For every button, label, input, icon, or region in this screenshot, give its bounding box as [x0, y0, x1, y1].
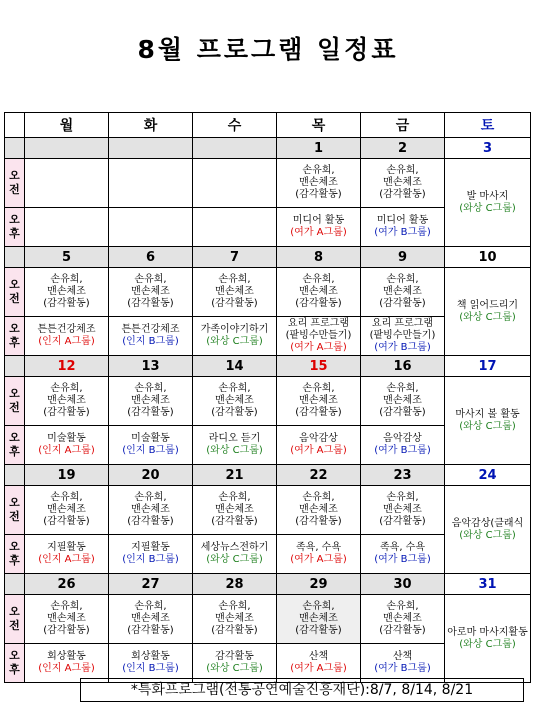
cell-text: (감각활동) [295, 625, 342, 636]
cell-text: 손유희, [50, 274, 83, 285]
am-row [5, 377, 531, 426]
am-activity-cell [277, 159, 361, 208]
am-label [5, 595, 25, 644]
cell-text: (감각활동) [211, 407, 258, 418]
pm-label-char: 오 [9, 322, 20, 335]
cell-text: (감각활동) [211, 625, 258, 636]
date-row-corner [5, 356, 25, 377]
pm-label-char: 후 [9, 445, 20, 458]
am-activity-cell [25, 268, 109, 317]
am-activity-cell [193, 159, 277, 208]
date-cell: 22 [277, 465, 361, 486]
pm-label [5, 535, 25, 574]
pm-label-char: 후 [9, 336, 20, 349]
date-cell: 14 [193, 356, 277, 377]
am-activity-cell [361, 159, 445, 208]
cell-text: (여가 A그룹) [290, 445, 347, 456]
cell-text: 족욕, 수욕 [380, 542, 425, 553]
pm-activity-cell [361, 426, 445, 465]
cell-text: 맨손체조 [383, 395, 422, 406]
cell-text: 손유희, [218, 274, 251, 285]
am-activity-cell [193, 486, 277, 535]
cell-text: (감각활동) [127, 298, 174, 309]
cell-text: 손유희, [302, 383, 335, 394]
cell-text: 손유희, [386, 601, 419, 612]
cell-text: 지필활동 [131, 542, 170, 553]
cell-text: 손유희, [134, 383, 167, 394]
date-cell: 19 [25, 465, 109, 486]
pm-label-char: 오 [9, 431, 20, 444]
cell-text: (인지 A그룹) [38, 554, 95, 565]
am-label-char: 전 [9, 401, 20, 414]
cell-text: 맨손체조 [47, 395, 86, 406]
am-activity-cell [109, 268, 193, 317]
pm-activity-cell [109, 644, 193, 683]
cell-text: 미술활동 [47, 433, 86, 444]
corner-cell [5, 113, 25, 138]
cell-text: (와상 C그룹) [206, 554, 263, 565]
cell-text: (와상 C그룹) [206, 663, 263, 674]
cell-text: (와상 C그룹) [459, 311, 516, 323]
date-cell: 12 [25, 356, 109, 377]
cell-text: 족욕, 수욕 [296, 542, 341, 553]
cell-text: 맨손체조 [47, 286, 86, 297]
cell-text: 맨손체조 [299, 504, 338, 515]
pm-activity-cell [25, 317, 109, 356]
pm-label [5, 644, 25, 683]
schedule-table [4, 112, 531, 683]
pm-activity-cell [25, 535, 109, 574]
am-row [5, 486, 531, 535]
weekday-header: 월 [25, 113, 109, 138]
cell-text: 맨손체조 [215, 613, 254, 624]
pm-label-char: 오 [9, 540, 20, 553]
date-cell: 1 [277, 138, 361, 159]
cell-text: 발 마사지 [466, 190, 509, 202]
cell-text: 손유희, [302, 165, 335, 176]
pm-label-char: 오 [9, 213, 20, 226]
page-title: 8월 프로그램 일정표 [137, 35, 399, 64]
cell-text: (인지 A그룹) [38, 445, 95, 456]
date-cell: 24 [445, 465, 531, 486]
cell-text: (와상 C그룹) [459, 420, 516, 432]
cell-text: (여가 B그룹) [374, 445, 431, 456]
cell-text: (감각활동) [43, 298, 90, 309]
date-row [5, 356, 531, 377]
cell-text: 맨손체조 [383, 177, 422, 188]
am-activity-cell [361, 377, 445, 426]
pm-activity-cell [361, 317, 445, 356]
cell-text: 맨손체조 [383, 286, 422, 297]
cell-text: (감각활동) [295, 189, 342, 200]
cell-text: 요리 프로그램 [371, 318, 434, 329]
cell-text: (감각활동) [211, 298, 258, 309]
am-label-char: 전 [9, 183, 20, 196]
cell-text: (감각활동) [127, 516, 174, 527]
pm-activity-cell [193, 426, 277, 465]
cell-text: 라디오 듣기 [208, 433, 261, 444]
date-row-corner [5, 247, 25, 268]
cell-text: (감각활동) [295, 407, 342, 418]
cell-text: (여가 A그룹) [290, 554, 347, 565]
pm-activity-cell [277, 208, 361, 247]
cell-text: (팥빙수만들기) [285, 330, 352, 341]
cell-text: 맨손체조 [215, 504, 254, 515]
am-activity-cell [193, 595, 277, 644]
pm-activity-cell [25, 644, 109, 683]
cell-text: 아로마 마사지활동 [447, 626, 528, 638]
cell-text: 손유희, [218, 601, 251, 612]
pm-label [5, 208, 25, 247]
am-activity-cell [193, 268, 277, 317]
pm-activity-cell [361, 535, 445, 574]
pm-activity-cell [277, 317, 361, 356]
weekday-header: 토 [445, 113, 531, 138]
cell-text: 미디어 활동 [292, 215, 345, 226]
date-cell: 16 [361, 356, 445, 377]
cell-text: (감각활동) [379, 189, 426, 200]
am-activity-cell [25, 159, 109, 208]
cell-text: (팥빙수만들기) [369, 330, 436, 341]
cell-text: 손유희, [134, 492, 167, 503]
date-row [5, 138, 531, 159]
pm-activity-cell [25, 426, 109, 465]
cell-text: (여가 B그룹) [374, 227, 431, 238]
date-cell: 2 [361, 138, 445, 159]
am-activity-cell [25, 377, 109, 426]
cell-text: 손유희, [386, 492, 419, 503]
cell-text: (여가 A그룹) [290, 227, 347, 238]
cell-text: 손유희, [134, 274, 167, 285]
cell-text: (와상 C그룹) [206, 445, 263, 456]
cell-text: 음악감상 [299, 433, 338, 444]
cell-text: 맨손체조 [131, 286, 170, 297]
date-cell: 13 [109, 356, 193, 377]
pm-activity-cell [361, 644, 445, 683]
pm-activity-cell [361, 208, 445, 247]
cell-text: (와상 C그룹) [459, 202, 516, 214]
date-cell: 28 [193, 574, 277, 595]
weekday-header-row [5, 113, 531, 138]
date-cell: 30 [361, 574, 445, 595]
am-row [5, 595, 531, 644]
am-label-char: 전 [9, 619, 20, 632]
date-cell: 26 [25, 574, 109, 595]
cell-text: 튼튼건강체조 [121, 324, 180, 335]
weekday-header: 수 [193, 113, 277, 138]
date-cell: 3 [445, 138, 531, 159]
cell-text: 맨손체조 [131, 613, 170, 624]
cell-text: 맨손체조 [299, 613, 338, 624]
am-activity-cell [109, 486, 193, 535]
cell-text: (인지 A그룹) [38, 336, 95, 347]
date-cell: 17 [445, 356, 531, 377]
cell-text: 회상활동 [131, 651, 170, 662]
am-activity-cell [361, 268, 445, 317]
cell-text: 맨손체조 [299, 395, 338, 406]
cell-text: 손유희, [50, 601, 83, 612]
cell-text: 손유희, [302, 492, 335, 503]
date-cell: 9 [361, 247, 445, 268]
cell-text: (인지 A그룹) [38, 663, 95, 674]
cell-text: (인지 B그룹) [122, 336, 179, 347]
cell-text: (감각활동) [43, 516, 90, 527]
pm-activity-cell [277, 535, 361, 574]
am-label-char: 오 [9, 278, 20, 291]
cell-text: 손유희, [218, 492, 251, 503]
date-cell: 29 [277, 574, 361, 595]
date-cell: 31 [445, 574, 531, 595]
am-activity-cell [109, 159, 193, 208]
cell-text: (감각활동) [295, 516, 342, 527]
cell-text: 튼튼건강체조 [37, 324, 96, 335]
cell-text: 요리 프로그램 [287, 318, 350, 329]
am-label [5, 486, 25, 535]
cell-text: 맨손체조 [383, 613, 422, 624]
pm-activity-cell [109, 208, 193, 247]
am-activity-cell [361, 486, 445, 535]
saturday-activity-cell [445, 595, 531, 683]
pm-activity-cell [193, 208, 277, 247]
am-label-char: 오 [9, 605, 20, 618]
cell-text: (감각활동) [43, 625, 90, 636]
am-activity-cell [277, 595, 361, 644]
am-activity-cell [25, 486, 109, 535]
cell-text: 맨손체조 [131, 395, 170, 406]
cell-text: 음악감상 [383, 433, 422, 444]
cell-text: 감각활동 [215, 651, 254, 662]
date-row [5, 574, 531, 595]
date-cell: 10 [445, 247, 531, 268]
date-cell [109, 138, 193, 159]
date-cell: 21 [193, 465, 277, 486]
date-cell: 8 [277, 247, 361, 268]
am-label [5, 377, 25, 426]
date-cell: 6 [109, 247, 193, 268]
cell-text: 맨손체조 [383, 504, 422, 515]
am-activity-cell [109, 595, 193, 644]
cell-text: (여가 A그룹) [290, 342, 347, 353]
cell-text: (여가 B그룹) [374, 554, 431, 565]
date-cell: 5 [25, 247, 109, 268]
cell-text: (감각활동) [379, 625, 426, 636]
weekday-header: 화 [109, 113, 193, 138]
cell-text: 세상뉴스전하기 [200, 542, 269, 553]
am-activity-cell [277, 377, 361, 426]
am-label-char: 전 [9, 292, 20, 305]
cell-text: (감각활동) [127, 407, 174, 418]
cell-text: 산책 [392, 651, 413, 662]
am-activity-cell [109, 377, 193, 426]
footnote: *특화프로그램(전통공연예술진흥재단):8/7, 8/14, 8/21 [80, 678, 524, 702]
pm-activity-cell [193, 535, 277, 574]
date-row-corner [5, 138, 25, 159]
cell-text: 맨손체조 [47, 504, 86, 515]
cell-text: (와상 C그룹) [459, 638, 516, 650]
cell-text: 손유희, [50, 492, 83, 503]
pm-activity-cell [109, 535, 193, 574]
date-row [5, 465, 531, 486]
cell-text: (여가 B그룹) [374, 663, 431, 674]
pm-activity-cell [109, 426, 193, 465]
cell-text: 맨손체조 [299, 286, 338, 297]
cell-text: 맨손체조 [215, 395, 254, 406]
cell-text: 손유희, [302, 601, 335, 612]
cell-text: (감각활동) [43, 407, 90, 418]
pm-activity-cell [193, 644, 277, 683]
cell-text: 손유희, [218, 383, 251, 394]
am-label [5, 159, 25, 208]
pm-activity-cell [193, 317, 277, 356]
pm-label-char: 후 [9, 227, 20, 240]
am-label-char: 오 [9, 387, 20, 400]
cell-text: 가족이야기하기 [200, 324, 269, 335]
cell-text: 책 읽어드리기 [456, 299, 519, 311]
am-row [5, 268, 531, 317]
pm-activity-cell [277, 644, 361, 683]
am-activity-cell [193, 377, 277, 426]
cell-text: 맨손체조 [215, 286, 254, 297]
cell-text: 미술활동 [131, 433, 170, 444]
am-activity-cell [25, 595, 109, 644]
date-cell: 15 [277, 356, 361, 377]
am-row [5, 159, 531, 208]
cell-text: (감각활동) [379, 407, 426, 418]
saturday-activity-cell [445, 377, 531, 465]
cell-text: (여가 A그룹) [290, 663, 347, 674]
cell-text: 손유희, [134, 601, 167, 612]
am-label [5, 268, 25, 317]
am-label-char: 전 [9, 510, 20, 523]
pm-label-char: 후 [9, 554, 20, 567]
weekday-header: 목 [277, 113, 361, 138]
cell-text: 손유희, [302, 274, 335, 285]
cell-text: (감각활동) [379, 516, 426, 527]
date-cell: 20 [109, 465, 193, 486]
cell-text: (인지 B그룹) [122, 554, 179, 565]
cell-text: 맨손체조 [299, 177, 338, 188]
cell-text: 회상활동 [47, 651, 86, 662]
date-cell: 23 [361, 465, 445, 486]
pm-label-char: 후 [9, 663, 20, 676]
cell-text: 미디어 활동 [376, 215, 429, 226]
date-row-corner [5, 574, 25, 595]
am-activity-cell [361, 595, 445, 644]
saturday-activity-cell [445, 486, 531, 574]
pm-activity-cell [25, 208, 109, 247]
cell-text: 마사지 볼 활동 [455, 408, 520, 420]
cell-text: 음악감상(클래식 [451, 517, 524, 529]
cell-text: 손유희, [386, 165, 419, 176]
weekday-header: 금 [361, 113, 445, 138]
pm-label-char: 오 [9, 649, 20, 662]
date-cell: 7 [193, 247, 277, 268]
cell-text: (여가 B그룹) [374, 342, 431, 353]
am-label-char: 오 [9, 496, 20, 509]
cell-text: (감각활동) [127, 625, 174, 636]
cell-text: (와상 C그룹) [206, 336, 263, 347]
cell-text: 맨손체조 [47, 613, 86, 624]
pm-activity-cell [109, 317, 193, 356]
cell-text: 맨손체조 [131, 504, 170, 515]
date-cell: 27 [109, 574, 193, 595]
pm-label [5, 426, 25, 465]
cell-text: (인지 B그룹) [122, 445, 179, 456]
cell-text: (와상 C그룹) [459, 529, 516, 541]
date-row-corner [5, 465, 25, 486]
cell-text: 손유희, [50, 383, 83, 394]
cell-text: (감각활동) [211, 516, 258, 527]
cell-text: 손유희, [386, 383, 419, 394]
am-activity-cell [277, 268, 361, 317]
saturday-activity-cell [445, 159, 531, 247]
cell-text: (감각활동) [379, 298, 426, 309]
pm-label [5, 317, 25, 356]
am-label-char: 오 [9, 169, 20, 182]
cell-text: 지필활동 [47, 542, 86, 553]
date-row [5, 247, 531, 268]
pm-activity-cell [277, 426, 361, 465]
cell-text: (감각활동) [295, 298, 342, 309]
cell-text: (인지 B그룹) [122, 663, 179, 674]
date-cell [193, 138, 277, 159]
cell-text: 손유희, [386, 274, 419, 285]
saturday-activity-cell [445, 268, 531, 356]
date-cell [25, 138, 109, 159]
am-activity-cell [277, 486, 361, 535]
cell-text: 산책 [308, 651, 329, 662]
